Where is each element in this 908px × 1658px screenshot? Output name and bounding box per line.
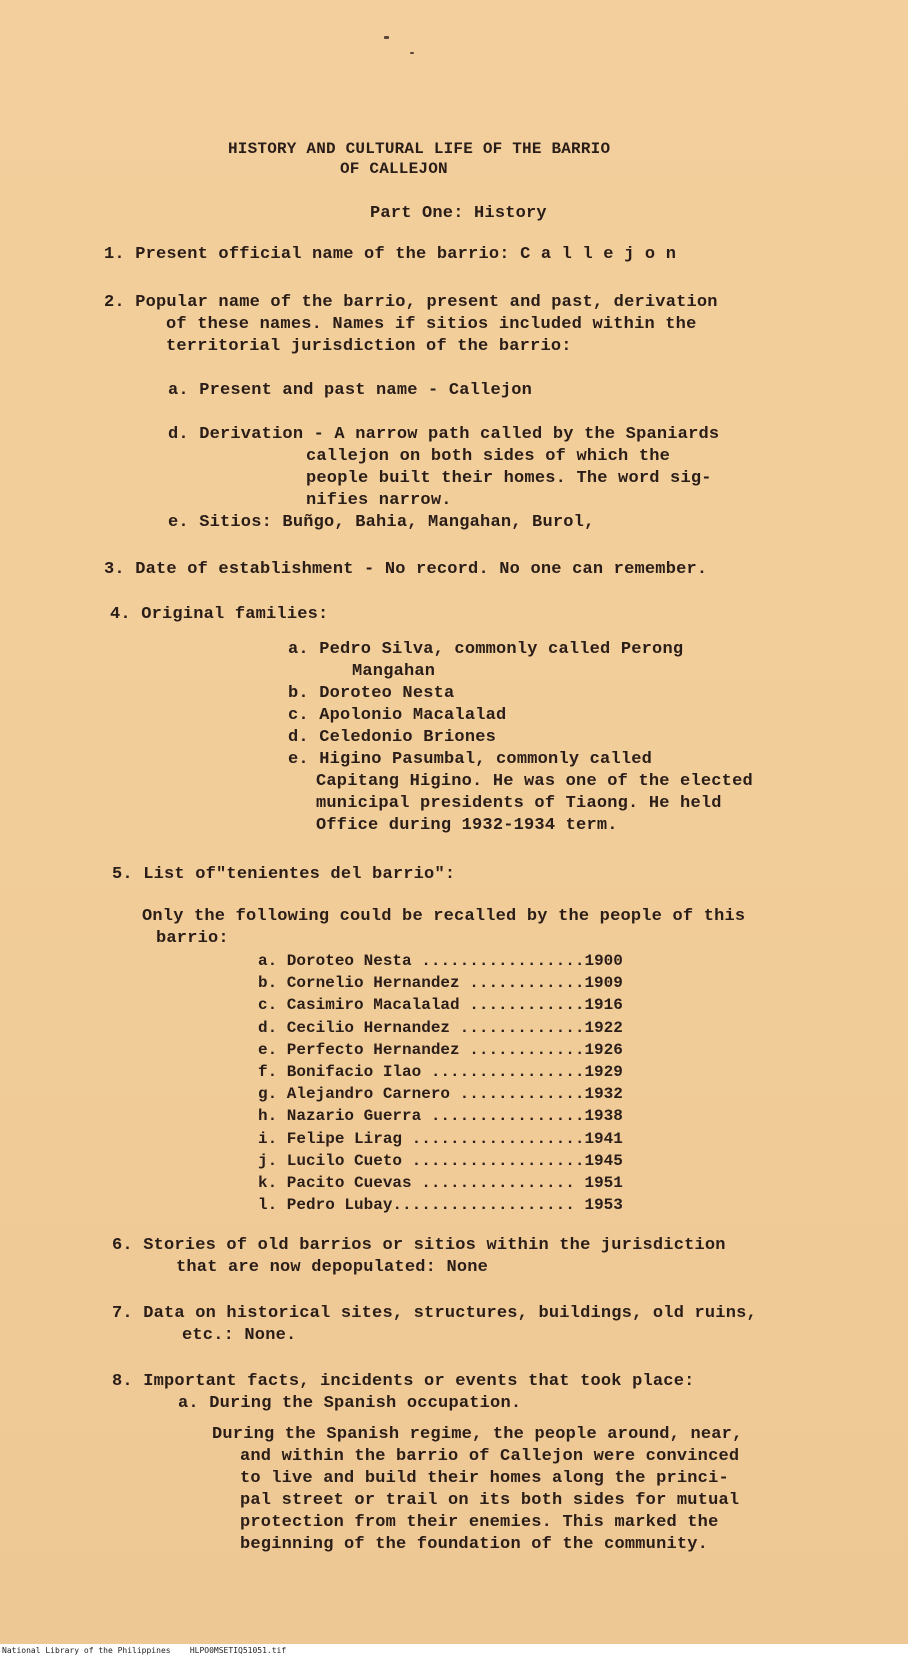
- list-item: [258, 1083, 623, 1105]
- item-7-line2: etc.: None.: [182, 1326, 297, 1345]
- ink-speck: [410, 52, 414, 54]
- list-item: [258, 994, 623, 1016]
- list-item: [258, 950, 623, 972]
- family-d: d. Celedonio Briones: [288, 728, 497, 747]
- item-1: 1. Present official name of the barrio: C a l l e j o n: [104, 245, 677, 264]
- item-2d-line4: nifies narrow.: [306, 491, 452, 510]
- part-heading: Part One: History: [370, 204, 547, 223]
- teniente-year: 1926: [584, 1040, 623, 1059]
- teniente-year: 1900: [584, 952, 623, 970]
- item-2e: e. Sitios: Buñgo, Bahia, Mangahan, Burol,: [168, 513, 595, 532]
- family-a: a. Pedro Silva, commonly called Perong: [288, 640, 684, 659]
- teniente-name: l. Pedro Lubay: [258, 1196, 393, 1215]
- teniente-name: k. Pacito Cuevas: [258, 1174, 422, 1193]
- list-item: [258, 1172, 623, 1194]
- teniente-year: 1922: [584, 1018, 623, 1037]
- document-title-line2: OF CALLEJON: [340, 160, 448, 178]
- teniente-year: 1941: [584, 1129, 623, 1148]
- teniente-year: 1916: [584, 996, 623, 1015]
- list-item: [258, 972, 623, 994]
- family-b: b. Doroteo Nesta: [288, 684, 455, 703]
- item-2-line3: territorial jurisdiction of the barrio:: [166, 337, 572, 356]
- item-2d-line1: d. Derivation - A narrow path called by the Spaniards: [168, 425, 720, 444]
- item-7-line1: 7. Data on historical sites, structures, buildings, old ruins,: [112, 1304, 757, 1323]
- leader-dots: ..................: [411, 1129, 585, 1148]
- item-6-line1: 6. Stories of old barrios or sitios within the jurisdiction: [112, 1236, 726, 1255]
- list-item: [258, 1039, 623, 1061]
- item-2a: a. Present and past name - Callejon: [168, 381, 533, 400]
- family-c: c. Apolonio Macalalad: [288, 706, 507, 725]
- family-e: e. Higino Pasumbal, commonly called: [288, 750, 653, 769]
- leader-dots: ............: [469, 996, 585, 1015]
- item-5-intro-line1: Only the following could be recalled by the people of this: [142, 907, 746, 926]
- teniente-name: j. Lucilo Cueto: [258, 1151, 412, 1170]
- teniente-year: 1929: [584, 1063, 623, 1082]
- family-a-cont: Mangahan: [352, 662, 436, 681]
- tenientes-list: [258, 950, 623, 1216]
- teniente-year: 1909: [584, 974, 623, 993]
- document-title-line1: HISTORY AND CULTURAL LIFE OF THE BARRIO: [228, 140, 611, 158]
- family-e-cont2: municipal presidents of Tiaong. He held: [316, 794, 722, 813]
- leader-dots: ................: [430, 1063, 585, 1082]
- leader-dots: ..................: [411, 1151, 585, 1170]
- item-2d-line2: callejon on both sides of which the: [306, 447, 671, 466]
- teniente-name: d. Cecilio Hernandez: [258, 1018, 460, 1037]
- teniente-name: b. Cornelio Hernandez: [258, 974, 470, 993]
- ink-speck: [384, 36, 389, 39]
- teniente-year: 1951: [574, 1174, 623, 1193]
- leader-dots: .............: [459, 1085, 585, 1104]
- item-6-line2: that are now depopulated: None: [176, 1258, 489, 1277]
- list-item: [258, 1061, 623, 1083]
- paragraph-line1: During the Spanish regime, the people around, near,: [212, 1425, 743, 1444]
- teniente-name: e. Perfecto Hernandez: [258, 1040, 470, 1059]
- leader-dots: .................: [421, 952, 585, 970]
- item-5: 5. List of"tenientes del barrio":: [112, 865, 456, 884]
- paragraph-line4: pal street or trail on its both sides for mutual: [240, 1491, 740, 1510]
- item-8-line1: 8. Important facts, incidents or events that took place:: [112, 1372, 695, 1391]
- leader-dots: ............: [469, 1040, 585, 1059]
- item-4: 4. Original families:: [110, 605, 329, 624]
- teniente-year: 1945: [584, 1151, 623, 1170]
- teniente-year: 1938: [584, 1107, 623, 1126]
- list-item: [258, 1105, 623, 1127]
- item-8-line2: a. During the Spanish occupation.: [178, 1394, 522, 1413]
- teniente-year: 1932: [584, 1085, 623, 1104]
- teniente-year: 1953: [574, 1196, 623, 1215]
- item-2-line2: of these names. Names if sitios included within the: [166, 315, 697, 334]
- list-item: [258, 1194, 623, 1216]
- paragraph-line6: beginning of the foundation of the community.: [240, 1535, 709, 1554]
- family-e-cont1: Capitang Higino. He was one of the elected: [316, 772, 753, 791]
- paragraph-line2: and within the barrio of Callejon were convinced: [240, 1447, 740, 1466]
- teniente-name: g. Alejandro Carnero: [258, 1085, 460, 1104]
- teniente-name: h. Nazario Guerra: [258, 1107, 431, 1126]
- scan-footer: National Library of the Philippines HLPO0MSETIQ51051.tif: [0, 1644, 908, 1658]
- paragraph-line3: to live and build their homes along the princi-: [240, 1469, 729, 1488]
- teniente-name: i. Felipe Lirag: [258, 1129, 412, 1148]
- leader-dots: ................: [421, 1174, 575, 1193]
- item-3: 3. Date of establishment - No record. No one can remember.: [104, 560, 708, 579]
- item-2d-line3: people built their homes. The word sig-: [306, 469, 712, 488]
- leader-dots: .............: [459, 1018, 585, 1037]
- list-item: [258, 1128, 623, 1150]
- item-5-intro-line2: barrio:: [156, 929, 229, 948]
- paragraph-line5: protection from their enemies. This marked the: [240, 1513, 719, 1532]
- leader-dots: ................: [430, 1107, 585, 1126]
- list-item: [258, 1150, 623, 1172]
- item-2-line1: 2. Popular name of the barrio, present and past, derivation: [104, 293, 718, 312]
- leader-dots: ...................: [392, 1196, 575, 1215]
- family-e-cont3: Office during 1932-1934 term.: [316, 816, 618, 835]
- teniente-name: f. Bonifacio Ilao: [258, 1063, 431, 1082]
- list-item: [258, 1017, 623, 1039]
- teniente-name: a. Doroteo Nesta: [258, 952, 422, 970]
- leader-dots: ............: [469, 974, 585, 993]
- teniente-name: c. Casimiro Macalalad: [258, 996, 470, 1015]
